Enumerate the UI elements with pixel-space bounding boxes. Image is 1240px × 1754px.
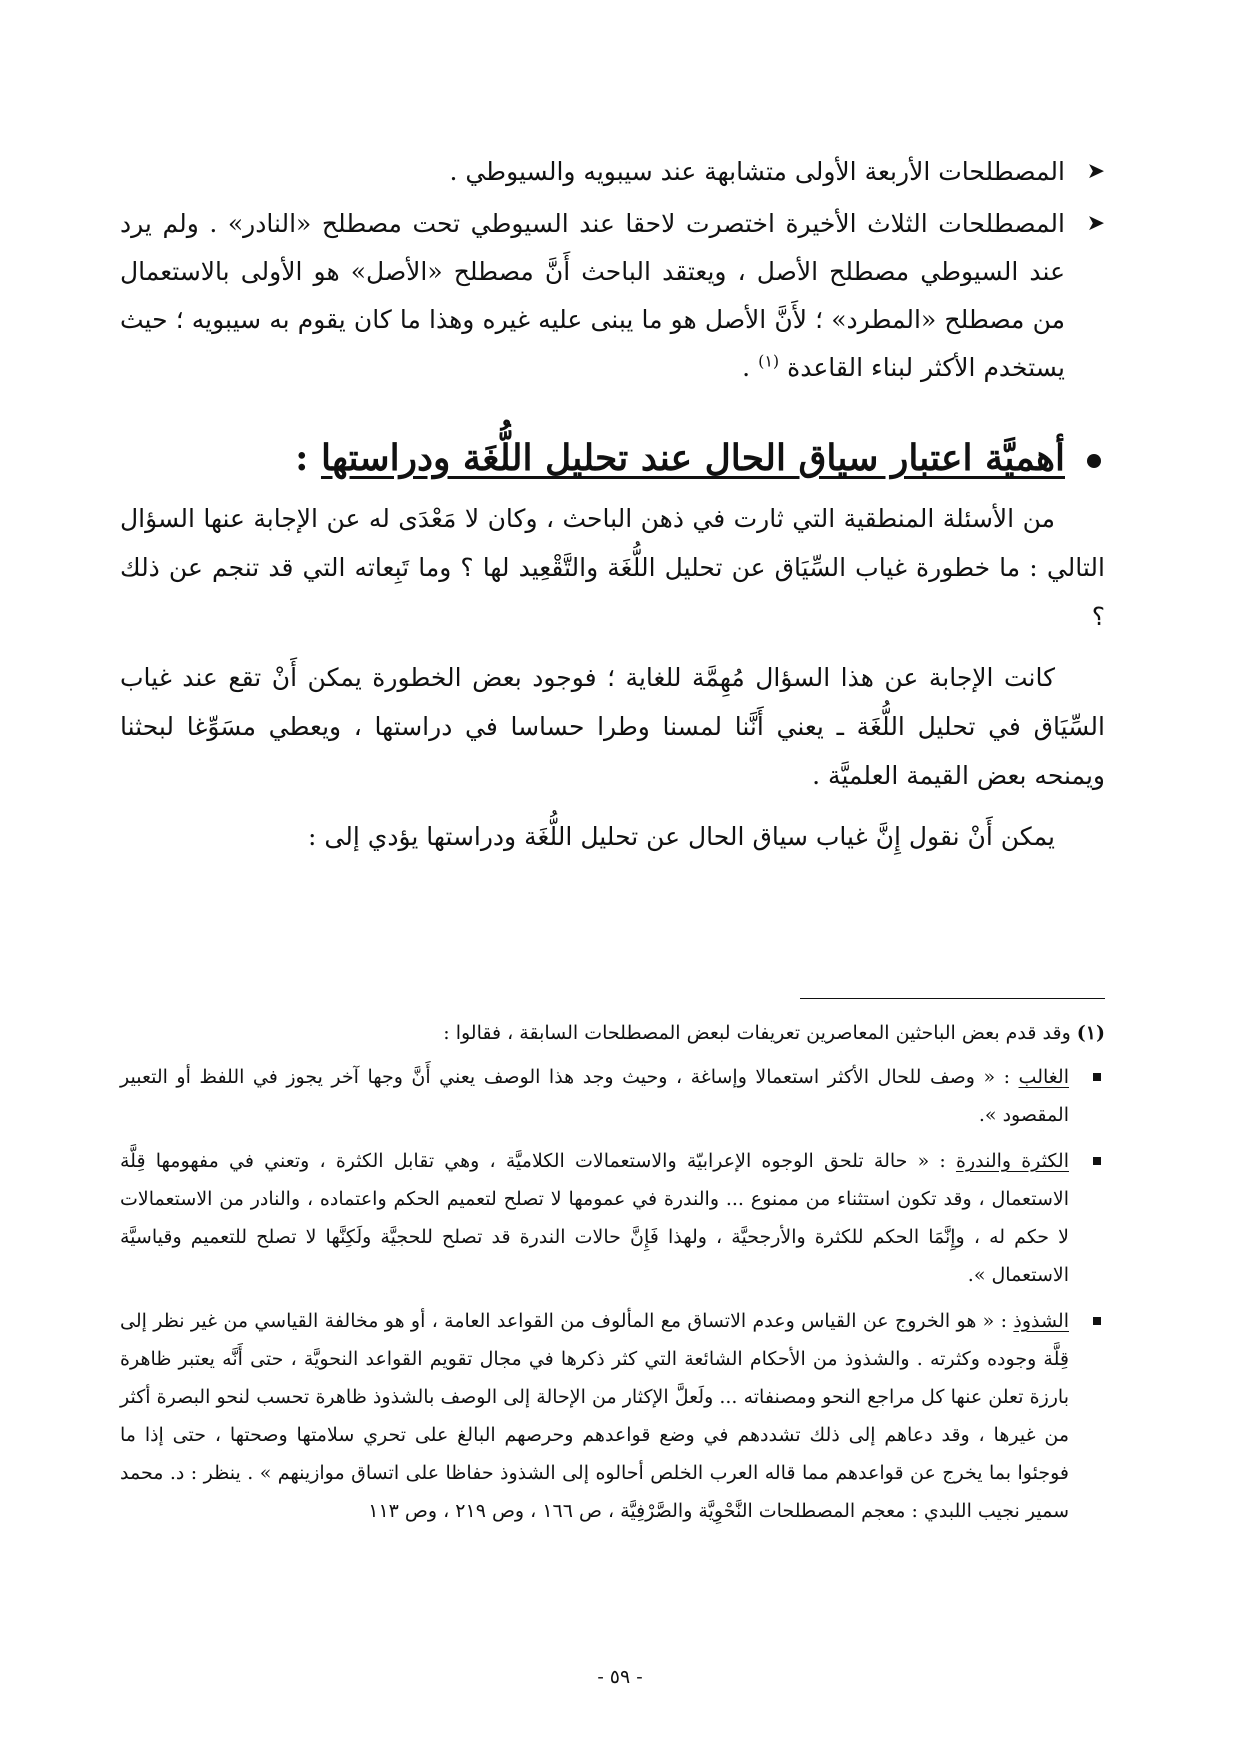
list-item-text: المصطلحات الأربعة الأولى متشابهة عند سيبويه والسيوطي . [449,157,1065,186]
square-bullet-icon [1093,1157,1101,1165]
footnote-item [120,1302,1105,1530]
footnote-term: الكثرة والندرة [955,1150,1069,1172]
footnote-item [120,1142,1105,1294]
round-bullet-icon [1087,454,1101,468]
section-heading [120,430,1105,486]
section-heading-title: أهميَّة اعتبار سياق الحال عند تحليل اللُّغَة ودراستها [320,437,1065,479]
footnote-divider [800,998,1105,999]
square-bullet-icon [1093,1073,1101,1081]
footnote-definition: : « حالة تلحق الوجوه الإعرابيّة والاستعمالات الكلاميَّة ، وهي تقابل الكثرة ، وتعني في مفهومها قِلَّة الاستعمال ، وقد تكون استثناء من ممنوع ... والندرة في عمومها لا تصلح لتعميم الحكم واعتماده ، والنادر من الاستعمالات لا حكم له ، وإِنَّمَا الحكم للكثرة والأرجحيَّة ، ولهذا فَإِنَّ حالات الندرة قد تصلح للحجيَّة ولَكِنَّها لا تصلح للتعميم وقياسيَّة الاستعمال ». [120,1150,1069,1286]
body-text [120,494,1105,873]
arrow-bullet-icon: ➤ [1086,211,1105,236]
page-number: - ٥٩ - [597,1666,643,1688]
footnote-definition: : « وصف للحال الأكثر استعمالا وإساغة ، وحيث وجد هذا الوصف يعني أَنَّ وجها آخر يجوز في اللفظ أو التعبير المقصود ». [120,1066,1069,1126]
footnote-definition: : « هو الخروج عن القياس وعدم الاتساق مع المألوف من القواعد العامة ، أو هو مخالفة القياسي من غير نظر إلى قِلَّة وجوده وكثرته . والشذوذ من الأحكام الشائعة التي كثر ذكرها في مجال تقويم القواعد النحويَّة ، حتى أَنَّه يعتبر ظاهرة بارزة تعلن عنها كل مراجع النحو ومصنفاته ... ولَعلَّ الإكثار من الإحالة إلى الوصف بالشذوذ ظاهرة تحسب لنحو البصرة أكثر من غيرها ، وقد دعاهم إلى ذلك تشددهم في وضع قواعدهم وحرصهم البالغ على تحري سلامتها وصحتها ، حتى إذا ما فوجئوا بما يخرج عن قواعدهم مما قاله العرب الخلص أحالوه إلى الشذوذ حفاظا على اتساق موازينهم » . ينظر : د. محمد سمير نجيب اللبدي : معجم المصطلحات النَّحْوِيَّة والصَّرْفِيَّة ، ص ١٦٦ ، وص ٢١٩ ، وص ١١٣ [120,1310,1069,1522]
paragraph: يمكن أَنْ نقول إِنَّ غياب سياق الحال عن تحليل اللُّغَة ودراستها يؤدي إلى : [308,822,1055,851]
paragraph: كانت الإجابة عن هذا السؤال مُهِمَّة للغاية ؛ فوجود بعض الخطورة يمكن أَنْ تقع عند غياب السِّيَاق في تحليل اللُّغَة ـ يعني أَنَّنا لمسنا وطرا حساسا في دراستها ، ويعطي مسَوِّغا لبحثنا ويمنحه بعض القيمة العلميَّة . [120,663,1105,790]
list-item-text: المصطلحات الثلاث الأخيرة اختصرت لاحقا عند السيوطي تحت مصطلح «النادر» . ولم يرد عند السيوطي مصطلح الأصل ، ويعتقد الباحث أَنَّ مصطلح «الأصل» هو الأولى بالاستعمال من مصطلح «المطرد» ؛ لأَنَّ الأصل هو ما يبنى عليه غيره وهذا ما كان يقوم به سيبويه ؛ حيث يستخدم الأكثر لبناء القاعدة [120,209,1065,382]
section-heading-colon: : [295,437,321,479]
square-bullet-icon [1093,1317,1101,1325]
footnote-intro-text: وقد قدم بعض الباحثين المعاصرين تعريفات لبعض المصطلحات السابقة ، فقالوا : [443,1022,1077,1044]
footnote-number: (١) [1076,1022,1105,1044]
paragraph: من الأسئلة المنطقية التي ثارت في ذهن الباحث ، وكان لا مَعْدَى له عن الإجابة عنها السؤال التالي : ما خطورة غياب السِّيَاق عن تحليل اللُّغَة والتَّقْعِيد لها ؟ وما تَبِعاته التي قد تنجم عن ذلك ؟ [120,504,1105,631]
footnotes [120,1014,1105,1538]
arrow-bullet-icon: ➤ [1086,159,1105,184]
footnote-term: الشذوذ [1013,1310,1069,1332]
footnote-reference[interactable]: (١) [758,351,780,371]
footnote-intro [120,1014,1105,1052]
footnote-item [120,1058,1105,1134]
list-item [120,148,1105,196]
term-notes-list [120,148,1105,396]
list-item-end: . [742,353,759,382]
footnote-term: الغالب [1018,1066,1069,1088]
list-item [120,200,1105,392]
